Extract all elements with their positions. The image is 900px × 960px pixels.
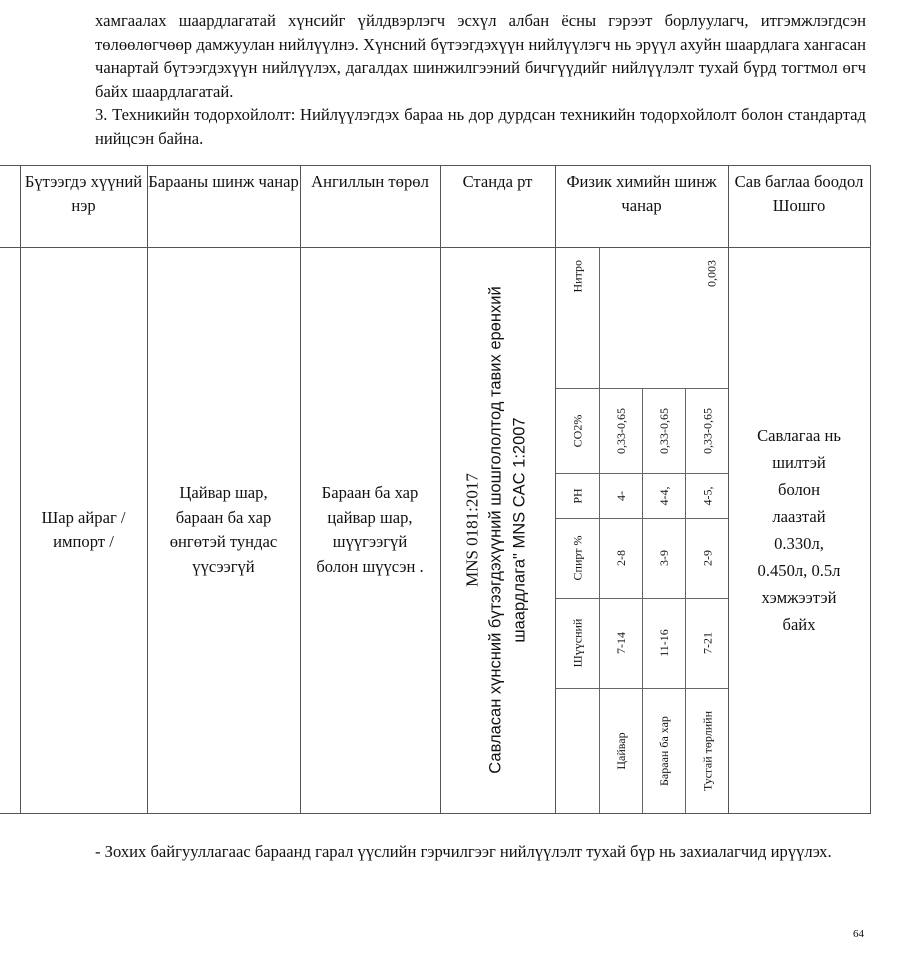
header-blank [0, 165, 20, 247]
physchem-header-co2: CO2% [570, 414, 584, 447]
physchem-nitro-value: 0,003 [704, 259, 719, 287]
physchem-co2-cell [685, 388, 728, 473]
cell-packaging: Савлагаа нь шилтэй болон лаазтай 0.330л, 0.450л, 0.5л хэмжээтэй байх [728, 247, 870, 813]
physchem-juice-cell [599, 598, 642, 688]
physchem-juice: 7-21 [700, 632, 714, 655]
physchem-header-ph: PH [570, 487, 584, 504]
physchem-header-alcohol: Спирт % [570, 535, 584, 581]
physchem-header-blank [556, 689, 599, 813]
physchem-nitro-cell [599, 248, 728, 388]
physchem-co2-cell [642, 388, 685, 473]
header-type: Ангиллын төрөл [300, 165, 440, 247]
cell-physchem [555, 247, 728, 813]
page-number: 64 [853, 928, 864, 940]
physchem-ph-cell [599, 473, 642, 518]
cell-type: Бараан ба хар цайвар шар, шүүгээгүй болон шүүсэн . [300, 247, 440, 813]
header-physchem: Физик химийн шинж чанар [555, 165, 728, 247]
physchem-header-blank-cell [556, 688, 599, 813]
physchem-label: Тусгай төрлийн [700, 710, 714, 791]
physchem-label-cell [685, 688, 728, 813]
header-product-name: Бүтээгдэ хүүний нэр [20, 165, 147, 247]
cell-property: Цайвар шар, бараан ба хар өнгөтэй тундас үүсээгүй [147, 247, 300, 813]
physchem-alcohol-cell [642, 518, 685, 598]
physchem-header-ph-cell [556, 473, 599, 518]
physchem-label-cell [599, 688, 642, 813]
cell-blank [0, 247, 20, 813]
physchem-juice-cell [642, 598, 685, 688]
physchem-co2-cell [599, 388, 642, 473]
header-packaging: Сав баглаа боодол Шошго [728, 165, 870, 247]
table-header-row [0, 165, 870, 247]
physchem-ph-cell [685, 473, 728, 518]
physchem-subtable [556, 248, 728, 813]
physchem-juice: 7-14 [613, 632, 628, 655]
physchem-header-juice-cell [556, 598, 599, 688]
paragraph-technical-spec: 3. Техникийн тодорхойлолт: Нийлүүлэгдэх бараа нь дор дурдсан техникийн тодорхойлолт болон стандартад нийцсэн байна. [95, 105, 866, 148]
physchem-header-nitro-cell [556, 248, 599, 388]
physchem-header-co2-cell [556, 388, 599, 473]
physchem-alcohol: 3-9 [656, 550, 671, 567]
physchem-juice-cell [685, 598, 728, 688]
physchem-header-nitro: Нитро [570, 259, 584, 293]
physchem-co2: 0,33-0,65 [613, 407, 628, 454]
physchem-alcohol: 2-9 [700, 550, 714, 567]
physchem-header-juice: Шүүсний [570, 618, 584, 668]
standard-mns-0181: MNS 0181:2017 [462, 473, 481, 587]
physchem-header-alcohol-cell [556, 518, 599, 598]
physchem-ph: 4-4, [656, 486, 671, 506]
physchem-juice: 11-16 [656, 629, 671, 657]
physchem-ph: 4- [613, 490, 628, 501]
standard-mns-cac: Савласан хүнсний бүтээгдэхүүний шошгололтод тавих ерөнхий шаардлага" MNS CAC 1:2007 [486, 286, 528, 774]
physchem-co2: 0,33-0,65 [656, 407, 671, 454]
physchem-alcohol-cell [599, 518, 642, 598]
spec-table [0, 165, 871, 814]
paragraph-requirements: хамгаалах шаардлагатай хүнсийг үйлдвэрлэгч эсхүл албан ёсны гэрээт борлуулагч, итгэмжлэгдсэн төлөөлөгчөөр дамжуулан нийлүүлнэ. Хүнсний бүтээгдэхүүн нийлүүлэгч нь эрүүл ахуйн шаардлага хангасан чанартай бүтээгдэхүүн нийлүүлэх, дагалдах шинжилгээний бичгүүдийг нийлүүлэлт тухай бүрд тогтмол өгч байх шаардлагатай. [95, 11, 866, 101]
physchem-ph: 4-5, [700, 486, 714, 506]
table-row [0, 247, 870, 813]
cell-standard [440, 247, 555, 813]
cell-product-name: Шар айраг / импорт / [20, 247, 147, 813]
physchem-label: Цайвар [613, 731, 628, 770]
physchem-ph-cell [642, 473, 685, 518]
physchem-alcohol-cell [685, 518, 728, 598]
header-property: Барааны шинж чанар [147, 165, 300, 247]
physchem-label: Бараан ба хар [656, 715, 671, 786]
physchem-alcohol: 2-8 [613, 550, 628, 567]
header-standard: Станда рт [440, 165, 555, 247]
physchem-co2: 0,33-0,65 [700, 407, 714, 454]
footer-note: - Зохих байгууллагаас бараанд гарал үүслийн гэрчилгээг нийлүүлэлт тухай бүр нь захиалагчид ирүүлэх. [95, 841, 832, 861]
physchem-label-cell [642, 688, 685, 813]
